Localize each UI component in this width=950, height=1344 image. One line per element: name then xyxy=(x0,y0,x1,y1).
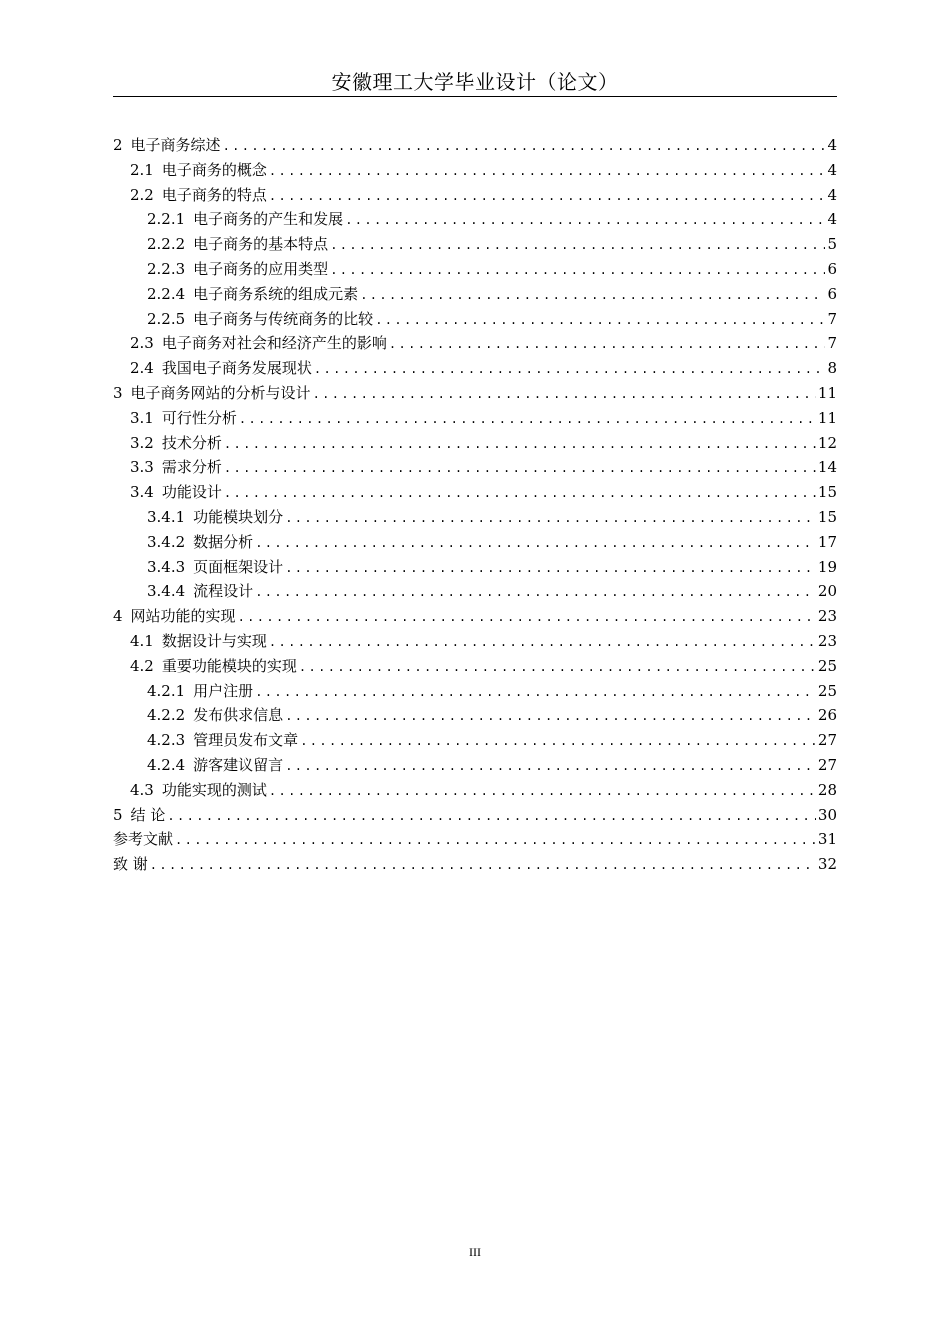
toc-entry[interactable] xyxy=(113,480,837,505)
toc-entry-title: 流程设计 xyxy=(193,582,254,601)
toc-dot-leader xyxy=(285,704,816,729)
toc-entry-number: 3.3 xyxy=(130,458,154,477)
toc-dot-leader xyxy=(175,828,816,853)
toc-entry-page: 19 xyxy=(817,557,837,576)
toc-entry-number: 2.2.5 xyxy=(147,309,186,328)
toc-dot-leader xyxy=(330,233,825,258)
toc-entry-page: 14 xyxy=(817,458,837,477)
toc-entry[interactable] xyxy=(113,803,837,828)
toc-dot-leader xyxy=(314,357,825,382)
toc-entry-number: 2.2.1 xyxy=(147,210,186,229)
toc-entry-title: 发布供求信息 xyxy=(193,706,284,725)
toc-entry-title: 电子商务综述 xyxy=(130,136,221,154)
toc-entry-title: 电子商务与传统商务的比较 xyxy=(193,309,374,328)
toc-entry-number: 4.2.4 xyxy=(147,755,186,774)
toc-entry-page: 4 xyxy=(827,185,837,204)
toc-entry-page: 7 xyxy=(827,334,837,353)
toc-dot-leader xyxy=(269,184,825,209)
toc-entry-number: 2.2.4 xyxy=(147,284,186,303)
toc-entry-number: 4.2 xyxy=(130,656,154,675)
toc-entry-page: 4 xyxy=(827,136,837,154)
document-title: 安徽理工大学毕业设计（论文） xyxy=(331,70,619,94)
toc-entry[interactable] xyxy=(113,703,837,728)
toc-dot-leader xyxy=(345,208,825,233)
toc-entry-title: 技术分析 xyxy=(161,433,222,452)
toc-entry-number: 2 xyxy=(113,136,123,154)
toc-entry-title: 用户注册 xyxy=(193,681,254,700)
toc-dot-leader xyxy=(255,680,816,705)
toc-entry-title: 数据设计与实现 xyxy=(161,631,267,650)
toc-dot-leader xyxy=(150,853,816,878)
toc-entry-number: 4.3 xyxy=(130,780,154,799)
toc-entry-page: 20 xyxy=(817,582,837,601)
toc-entry[interactable] xyxy=(113,381,837,406)
toc-entry-title: 功能设计 xyxy=(161,483,222,502)
toc-dot-leader xyxy=(224,481,816,506)
table-of-contents xyxy=(113,133,837,877)
toc-entry-number: 3.4.2 xyxy=(147,532,186,551)
toc-entry-title: 电子商务系统的组成元素 xyxy=(193,284,359,303)
toc-dot-leader xyxy=(269,779,816,804)
toc-dot-leader xyxy=(300,729,816,754)
page-footer xyxy=(0,1245,950,1260)
toc-dot-leader xyxy=(285,754,816,779)
toc-dot-leader xyxy=(269,630,816,655)
toc-entry-page: 6 xyxy=(827,284,837,303)
toc-entry-number: 2.2 xyxy=(130,185,154,204)
toc-dot-leader xyxy=(224,456,816,481)
toc-entry[interactable] xyxy=(113,183,837,208)
toc-entry-number: 2.3 xyxy=(130,334,154,353)
toc-entry[interactable] xyxy=(113,654,837,679)
toc-entry-number: 4.2.3 xyxy=(147,731,186,750)
toc-entry[interactable] xyxy=(113,505,837,530)
toc-entry[interactable] xyxy=(113,728,837,753)
toc-entry-number: 4.2.2 xyxy=(147,706,186,725)
toc-entry-title: 电子商务的基本特点 xyxy=(193,235,329,254)
toc-entry-page: 27 xyxy=(817,731,837,750)
toc-entry-page: 4 xyxy=(827,210,837,229)
toc-entry[interactable] xyxy=(113,579,837,604)
toc-entry-page: 23 xyxy=(817,607,837,626)
toc-entry-title: 重要功能模块的实现 xyxy=(161,656,297,675)
toc-dot-leader xyxy=(375,308,825,333)
toc-entry-number: 2.4 xyxy=(130,359,154,378)
toc-dot-leader xyxy=(269,159,825,184)
toc-entry-page: 12 xyxy=(817,433,837,452)
toc-dot-leader xyxy=(223,134,825,159)
toc-entry[interactable] xyxy=(113,555,837,580)
toc-entry-title: 电子商务的特点 xyxy=(161,185,267,204)
toc-entry[interactable] xyxy=(113,827,837,852)
toc-entry[interactable] xyxy=(113,431,837,456)
toc-entry-title: 页面框架设计 xyxy=(193,557,284,576)
toc-entry-page: 28 xyxy=(817,780,837,799)
toc-dot-leader xyxy=(330,258,825,283)
toc-dot-leader xyxy=(167,804,816,829)
toc-entry[interactable] xyxy=(113,406,837,431)
toc-dot-leader xyxy=(313,382,816,407)
toc-entry[interactable] xyxy=(113,257,837,282)
toc-entry[interactable] xyxy=(113,158,837,183)
toc-entry-page: 11 xyxy=(817,383,837,402)
toc-entry[interactable] xyxy=(113,133,837,158)
toc-entry-number: 3 xyxy=(113,383,123,402)
toc-entry-page: 15 xyxy=(817,483,837,502)
toc-entry-page: 6 xyxy=(827,259,837,278)
toc-dot-leader xyxy=(224,432,816,457)
toc-entry-number: 4.2.1 xyxy=(147,681,186,700)
toc-entry-title: 游客建议留言 xyxy=(193,755,284,774)
toc-entry-number: 2.2.2 xyxy=(147,235,186,254)
toc-entry-title: 我国电子商务发展现状 xyxy=(161,359,312,378)
toc-entry-page: 11 xyxy=(817,408,837,427)
toc-entry-number: 3.2 xyxy=(130,433,154,452)
toc-entry[interactable] xyxy=(113,331,837,356)
toc-entry-title: 网站功能的实现 xyxy=(130,607,236,626)
toc-entry-number: 5 xyxy=(113,805,123,824)
page-header xyxy=(113,68,837,97)
toc-entry-title: 功能模块划分 xyxy=(193,507,284,526)
toc-entry-page: 7 xyxy=(827,309,837,328)
toc-entry-page: 25 xyxy=(817,656,837,675)
toc-entry-number: 3.4.3 xyxy=(147,557,186,576)
toc-dot-leader xyxy=(299,655,816,680)
toc-entry[interactable] xyxy=(113,455,837,480)
toc-entry-page: 15 xyxy=(817,507,837,526)
toc-dot-leader xyxy=(255,580,816,605)
toc-dot-leader xyxy=(360,283,825,308)
toc-dot-leader xyxy=(255,531,816,556)
toc-entry-page: 31 xyxy=(817,830,837,849)
toc-entry[interactable] xyxy=(113,753,837,778)
toc-entry-number: 2.2.3 xyxy=(147,259,186,278)
toc-entry-page: 25 xyxy=(817,681,837,700)
toc-entry-title: 需求分析 xyxy=(161,458,222,477)
toc-entry[interactable] xyxy=(113,307,837,332)
toc-entry-number: 3.4.1 xyxy=(147,507,186,526)
toc-entry[interactable] xyxy=(113,530,837,555)
page-number: III xyxy=(469,1245,481,1259)
toc-entry-number: 4 xyxy=(113,607,123,626)
toc-entry[interactable] xyxy=(113,282,837,307)
toc-entry[interactable] xyxy=(113,604,837,629)
toc-entry-title: 参考文献 xyxy=(113,830,174,849)
toc-entry-page: 4 xyxy=(827,160,837,179)
toc-entry[interactable] xyxy=(113,679,837,704)
toc-entry-title: 管理员发布文章 xyxy=(193,731,299,750)
toc-entry-title: 可行性分析 xyxy=(161,408,237,427)
toc-dot-leader xyxy=(239,407,816,432)
toc-entry-page: 23 xyxy=(817,631,837,650)
toc-entry-number: 4.1 xyxy=(130,631,154,650)
toc-entry-page: 27 xyxy=(817,755,837,774)
toc-entry-title: 结 论 xyxy=(130,805,166,824)
toc-entry-title: 电子商务的应用类型 xyxy=(193,259,329,278)
toc-dot-leader xyxy=(389,332,825,357)
toc-entry-title: 数据分析 xyxy=(193,532,254,551)
toc-entry-number: 2.1 xyxy=(130,160,154,179)
toc-entry-title: 电子商务网站的分析与设计 xyxy=(130,383,311,402)
toc-entry-page: 8 xyxy=(827,359,837,378)
toc-entry[interactable] xyxy=(113,629,837,654)
toc-entry-page: 17 xyxy=(817,532,837,551)
toc-entry[interactable] xyxy=(113,852,837,877)
toc-entry-title: 功能实现的测试 xyxy=(161,780,267,799)
toc-entry-title: 电子商务的概念 xyxy=(161,160,267,179)
toc-entry-title: 电子商务的产生和发展 xyxy=(193,210,344,229)
toc-entry-page: 32 xyxy=(817,855,837,874)
toc-entry-page: 5 xyxy=(827,235,837,254)
toc-entry[interactable] xyxy=(113,356,837,381)
toc-entry-page: 30 xyxy=(817,805,837,824)
toc-entry-number: 3.1 xyxy=(130,408,154,427)
toc-dot-leader xyxy=(238,605,816,630)
toc-entry-title: 电子商务对社会和经济产生的影响 xyxy=(161,334,387,353)
toc-entry-number: 3.4 xyxy=(130,483,154,502)
toc-entry[interactable] xyxy=(113,778,837,803)
toc-entry-page: 26 xyxy=(817,706,837,725)
toc-entry-title: 致 谢 xyxy=(113,855,148,874)
toc-dot-leader xyxy=(285,556,816,581)
toc-entry[interactable] xyxy=(113,232,837,257)
toc-entry[interactable] xyxy=(113,207,837,232)
toc-dot-leader xyxy=(285,506,816,531)
toc-entry-number: 3.4.4 xyxy=(147,582,186,601)
